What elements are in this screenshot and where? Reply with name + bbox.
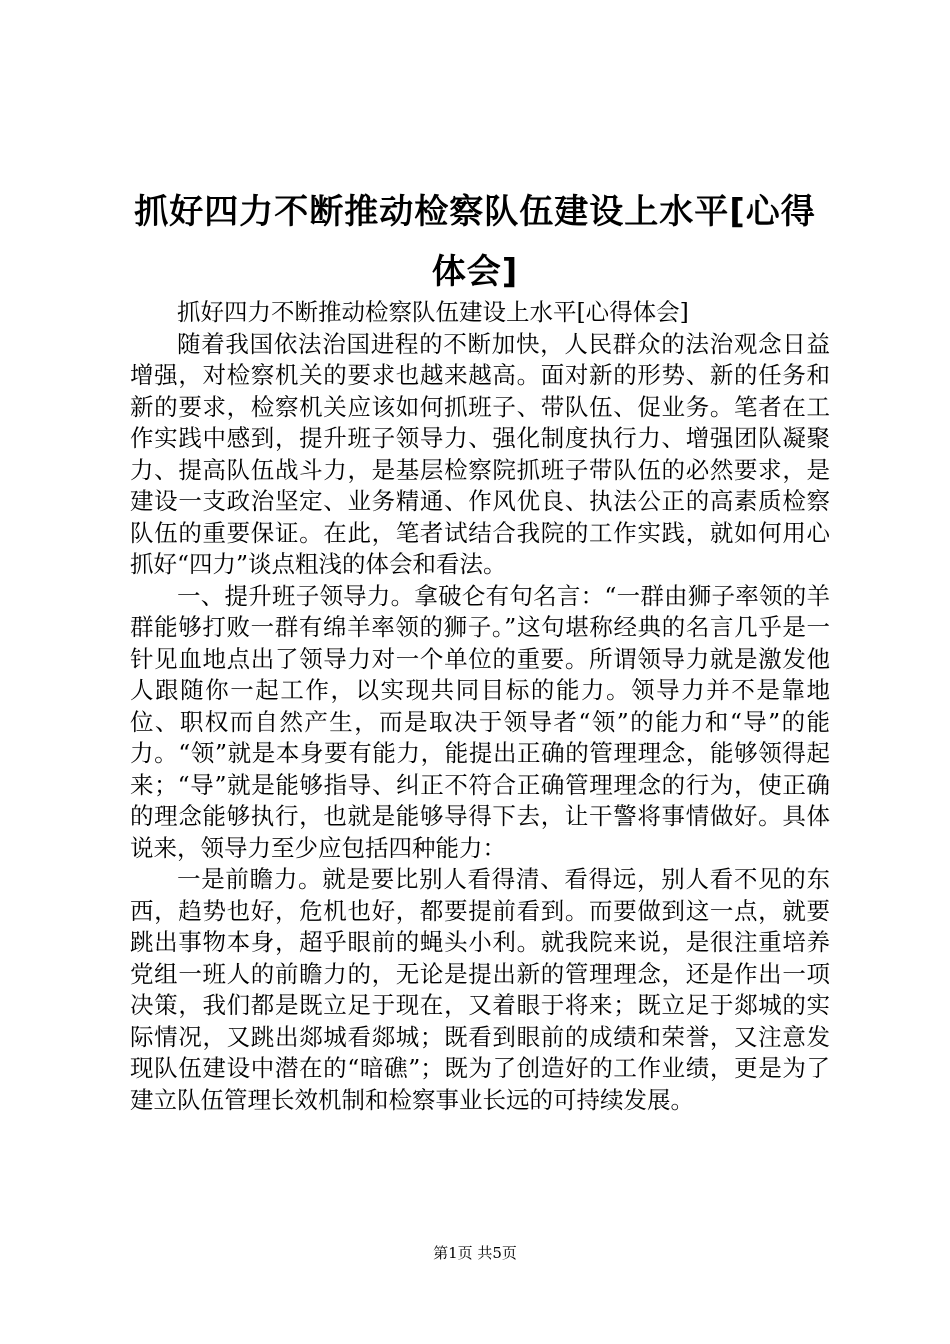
body-paragraph-intro: 随着我国依法治国进程的不断加快，人民群众的法治观念日益增强，对检察机关的要求也越来越高。面对新的形势、新的任务和新的要求，检察机关应该如何抓班子、带队伍、促业务。笔者在工作实践中感到，提升班子领导力、强化制度执行力、增强团队凝聚力、提高队伍战斗力，是基层检察院抓班子带队伍的必然要求，是建设一支政治坚定、业务精通、作风优良、执法公正的高素质检察队伍的重要保证。在此，笔者试结合我院的工作实践，就如何用心抓好“四力”谈点粗浅的体会和看法。 [130, 329, 830, 578]
body-paragraph-section-1: 一、提升班子领导力。拿破仑有句名言：“一群由狮子率领的羊群能够打败一群有绵羊率领的狮子。”这句堪称经典的名言几乎是一针见血地点出了领导力对一个单位的重要。所谓领导力就是激发他人跟随你一起工作，以实现共同目标的能力。领导力并不是靠地位、职权而自然产生，而是取决于领导者“领”的能力和“导”的能力。“领”就是本身要有能力，能提出正确的管理理念，能够领得起来；“导”就是能够指导、纠正不符合正确管理理念的行为，使正确的理念能够执行，也就是能够导得下去，让干警将事情做好。具体说来，领导力至少应包括四种能力： [130, 581, 830, 862]
document-title: 抓好四力不断推动检察队伍建设上水平[心得体会] [134, 192, 816, 292]
body-paragraph-foresight: 一是前瞻力。就是要比别人看得清、看得远，别人看不见的东西，趋势也好，危机也好，都要提前看到。而要做到这一点，就要跳出事物本身，超乎眼前的蝇头小利。就我院来说，是很注重培养党组一班人的前瞻力的，无论是提出新的管理理念，还是作出一项决策，我们都是既立足于现在，又着眼于将来；既立足于郯城的实际情况，又跳出郯城看郯城；既看到眼前的成绩和荣誉，又注意发现队伍建设中潜在的“暗礁”；既为了创造好的工作业绩，更是为了建立队伍管理长效机制和检察事业长远的可持续发展。 [130, 865, 830, 1114]
page-number-footer: 第1页 共5页 [433, 1244, 517, 1262]
document-body [130, 297, 830, 1116]
body-paragraph-subtitle: 抓好四力不断推动检察队伍建设上水平[心得体会] [177, 298, 689, 326]
